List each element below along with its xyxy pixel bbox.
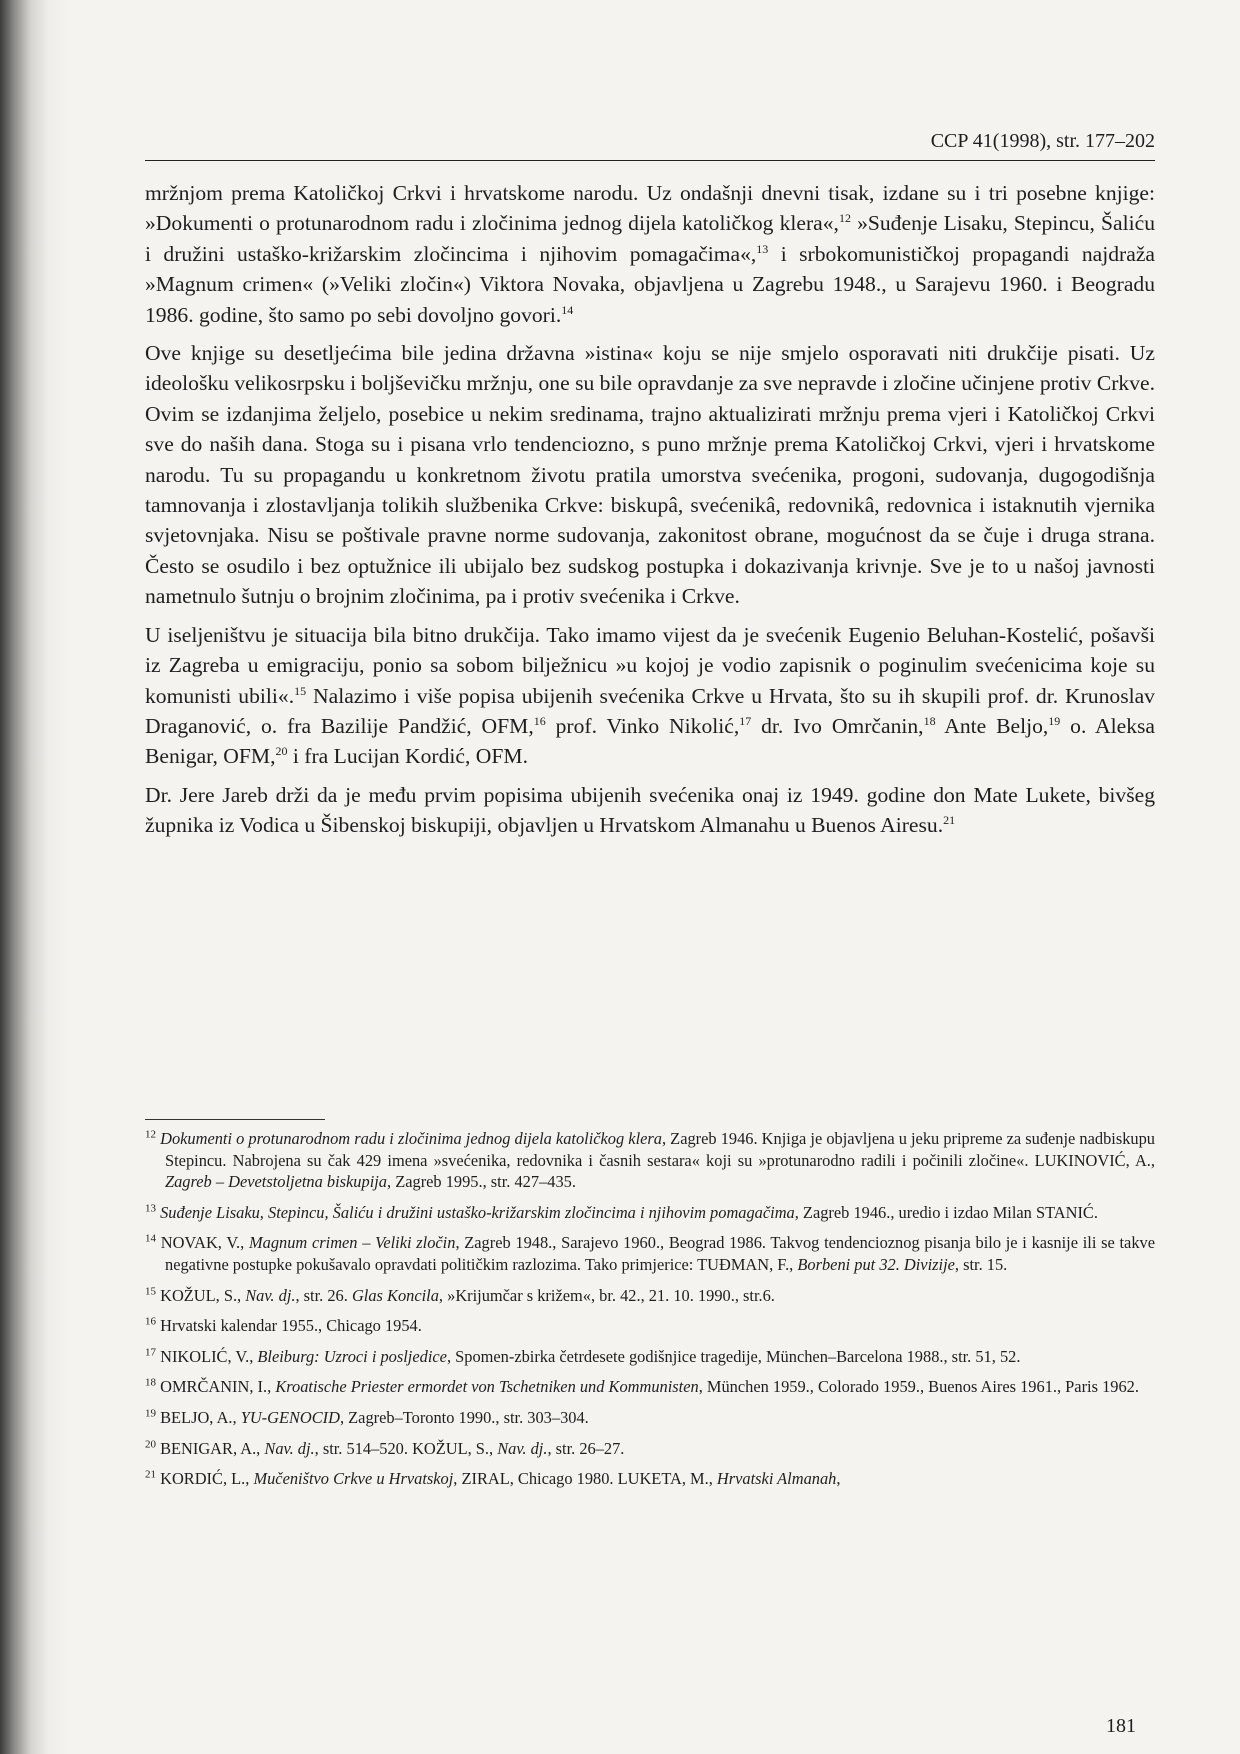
text-run: Ove knjige su desetljećima bile jedina državna »istina« koju se nije smjelo osporavati niti drukčije pisati. Uz ideološku velikosrpsku i boljševičku mržnju, one su bile opravdanje za sve nepravde i zločine učinjene protiv Crkve. Ovim se izdanjima željelo, posebice u nekim sredinama, trajno aktualizirati mržnju prema vjeri i Katoličkoj Crkvi sve do naših dana. Stoga su i pisana vrlo tendenciozno, s puno mržnje prema Katoličkoj Crkvi, vjeri i hrvatskome narodu. Tu su propagandu u konkretnom životu pratila umorstva svećenika, progoni, sudovanja, dugogodišnja tamnovanja i zlostavljanja tolikih službenika Crkve: biskupâ, svećenikâ, redovnikâ, redovnica i istaknutih vjernika svjetovnjaka. Nisu se poštivale pravne norme sudovanja, zakonitost obrane, mogućnost da se čuje i druga strana. Često se osudilo i bez optužnice ili ubijalo bez sudskog postupka i dokazivanja krivnje. Sve je to u našoj javnosti nametnulo šutnju o brojnim zločinima, pa i protiv svećenika i Crkve.	[145, 341, 1155, 609]
footnote	[145, 1468, 1155, 1490]
footnote	[145, 1202, 1155, 1224]
footnote-ref: 20	[275, 744, 288, 759]
text-run: , str. 26.	[295, 1285, 352, 1305]
italic-text: Hrvatski Almanah	[716, 1469, 837, 1489]
footnote-ref: 21	[943, 812, 956, 827]
footnote-ref: 18	[923, 713, 936, 728]
footnote-number: 17	[145, 1346, 156, 1359]
body-text	[145, 178, 1155, 849]
footnote-number: 20	[145, 1438, 156, 1451]
footnote-rule	[145, 1119, 325, 1120]
text-run: , München 1959., Colorado 1959., Buenos Aires 1961., Paris 1962.	[698, 1377, 1139, 1397]
italic-text: Glas Koncila	[351, 1285, 439, 1305]
text-run: mržnjom prema Katoličkoj Crkvi i hrvatskome narodu. Uz ondašnji dnevni tisak, izdane su i tri posebne knjige: »Dokumenti o protunarodnom radu i zločinima jednog dijela katoličkog klera«,	[145, 181, 1155, 236]
footnote-number: 13	[145, 1202, 156, 1215]
footnote-ref: 19	[1048, 713, 1061, 728]
text-run: ,	[836, 1469, 841, 1489]
footnote-number: 21	[145, 1468, 156, 1481]
text-run: BELJO, A.,	[160, 1407, 241, 1427]
footnote	[145, 1315, 1155, 1337]
text-run: , Zagreb 1948., Sarajevo 1960., Beograd 1986. Takvog tendencioznog pisanja bilo je i kasnije ili se takve negativne postupke pokušavalo opravdati političkim razlozima. Tako primjerice: TUĐMAN, F.,	[165, 1233, 1155, 1274]
italic-text: Kroatische Priester ermordet von Tschetniken und Kommunisten	[275, 1377, 699, 1397]
italic-text: YU-GENOCID	[240, 1407, 340, 1427]
text-run: o. Aleksa Benigar, OFM,	[145, 713, 1156, 769]
footnotes	[145, 1128, 1155, 1499]
body-paragraph	[145, 178, 1155, 330]
footnote-number: 14	[145, 1232, 156, 1245]
text-run: KOŽUL, S.,	[160, 1285, 246, 1305]
italic-text: Magnum crimen – Veliki zločin	[248, 1233, 456, 1253]
footnote-number: 19	[145, 1407, 156, 1420]
text-run: NIKOLIĆ, V.,	[160, 1346, 258, 1366]
text-run: dr. Ivo Omrčanin,	[751, 713, 924, 738]
text-run: i fra Lucijan Kordić, OFM.	[287, 744, 528, 769]
text-run: , str. 514–520. KOŽUL, S.,	[314, 1438, 498, 1458]
text-run: , Zagreb 1946. Knjiga je objavljena u jeku pripreme za suđenje nadbiskupu Stepincu. Nabrojena su čak 429 imena »svećenika, redovnika i časnih sestara« koji su »protunarodno radili i počinili zločine«. LUKINOVIĆ, A.,	[165, 1129, 1155, 1170]
footnote	[145, 1285, 1155, 1307]
footnote-ref: 13	[756, 241, 769, 256]
text-run: NOVAK, V.,	[160, 1233, 249, 1253]
footnote	[145, 1232, 1155, 1275]
footnote-ref: 15	[294, 683, 307, 698]
footnote-number: 16	[145, 1315, 156, 1328]
text-run: , str. 26–27.	[547, 1438, 625, 1458]
italic-text: Bleiburg: Uzroci i posljedice	[257, 1346, 447, 1366]
footnote-number: 18	[145, 1376, 156, 1389]
footnote-ref: 14	[561, 302, 574, 317]
italic-text: Suđenje Lisaku, Stepincu, Šaliću i družini ustaško-križarskim zločincima i njihovim pomagačima	[160, 1202, 795, 1222]
text-run: , str. 15.	[954, 1254, 1008, 1274]
footnote	[145, 1376, 1155, 1398]
footnote	[145, 1128, 1155, 1193]
text-run: , Zagreb 1946., uredio i izdao Milan STANIĆ.	[794, 1202, 1098, 1222]
footnote-ref: 17	[739, 713, 752, 728]
running-head: CCP 41(1998), str. 177–202	[930, 130, 1155, 152]
text-run: U iseljeništvu je situacija bila bitno drukčija. Tako imamo vijest da je svećenik Eugenio Beluhan-Kostelić, pošavši iz Zagreba u emigraciju, ponio sa sobom bilježnicu »u kojoj je vodio zapisnik o poginulim svećenicima koje su komunisti ubili«.	[145, 622, 1155, 708]
text-run: prof. Vinko Nikolić,	[545, 713, 740, 738]
footnote-ref: 16	[533, 713, 546, 728]
text-run: »Suđenje Lisaku, Stepincu, Šaliću i družini ustaško-križarskim zločincima i njihovim pomagačima«,	[145, 211, 1155, 266]
text-run: , ZIRAL, Chicago 1980. LUKETA, M.,	[453, 1469, 717, 1489]
text-run: , Zagreb 1995., str. 427–435.	[387, 1172, 576, 1192]
text-run: Nalazimo i više popisa ubijenih svećenika Crkve u Hrvata, što su ih skupili prof. dr. Krunoslav Draganović, o. fra Bazilije Pandžić, OFM,	[145, 683, 1155, 738]
text-run: , Zagreb–Toronto 1990., str. 303–304.	[339, 1407, 589, 1427]
body-paragraph	[145, 620, 1155, 772]
body-paragraph	[145, 780, 1155, 841]
italic-text: Nav. dj.	[245, 1285, 296, 1305]
text-run: Hrvatski kalendar 1955., Chicago 1954.	[160, 1316, 422, 1336]
footnote	[145, 1438, 1155, 1460]
italic-text: Nav. dj.	[264, 1438, 315, 1458]
footnote	[145, 1346, 1155, 1368]
text-run: KORDIĆ, L.,	[160, 1469, 254, 1489]
footnote	[145, 1407, 1155, 1429]
body-paragraph	[145, 338, 1155, 612]
text-run: , Spomen-zbirka četrdesete godišnjice tragedije, München–Barcelona 1988., str. 51, 52.	[446, 1346, 1021, 1366]
text-run: BENIGAR, A.,	[160, 1438, 265, 1458]
text-run: Ante Beljo,	[935, 713, 1049, 738]
text-run: , »Krijumčar s križem«, br. 42., 21. 10. 1990., str.6.	[438, 1285, 775, 1305]
italic-text: Nav. dj.	[497, 1438, 548, 1458]
page-number: 181	[1106, 1715, 1136, 1737]
footnote-number: 12	[145, 1128, 156, 1141]
italic-text: Zagreb – Devetstoljetna biskupija	[165, 1172, 388, 1192]
text-run: OMRČANIN, I.,	[160, 1377, 276, 1397]
text-run: Dr. Jere Jareb drži da je među prvim popisima ubijenih svećenika onaj iz 1949. godine don Mate Lukete, bivšeg župnika iz Vodica u Šibenskoj biskupiji, objavljen u Hrvatskom Almanahu u Buenos Airesu.	[145, 782, 1155, 838]
italic-text: Mučeništvo Crkve u Hrvatskoj	[253, 1469, 454, 1489]
header-rule	[145, 160, 1155, 161]
italic-text: Dokumenti o protunarodnom radu i zločinima jednog dijela katoličkog klera	[160, 1129, 662, 1148]
footnote-ref: 12	[838, 211, 851, 226]
footnote-number: 15	[145, 1285, 156, 1298]
text-run: i srbokomunističkoj propagandi najdraža »Magnum crimen« (»Veliki zločin«) Viktora Novaka, objavljena u Zagrebu 1948., u Sarajevu 1960. i Beogradu 1986. godine, što samo po sebi dovoljno govori.	[145, 241, 1156, 327]
italic-text: Borbeni put 32. Divizije	[797, 1254, 955, 1274]
